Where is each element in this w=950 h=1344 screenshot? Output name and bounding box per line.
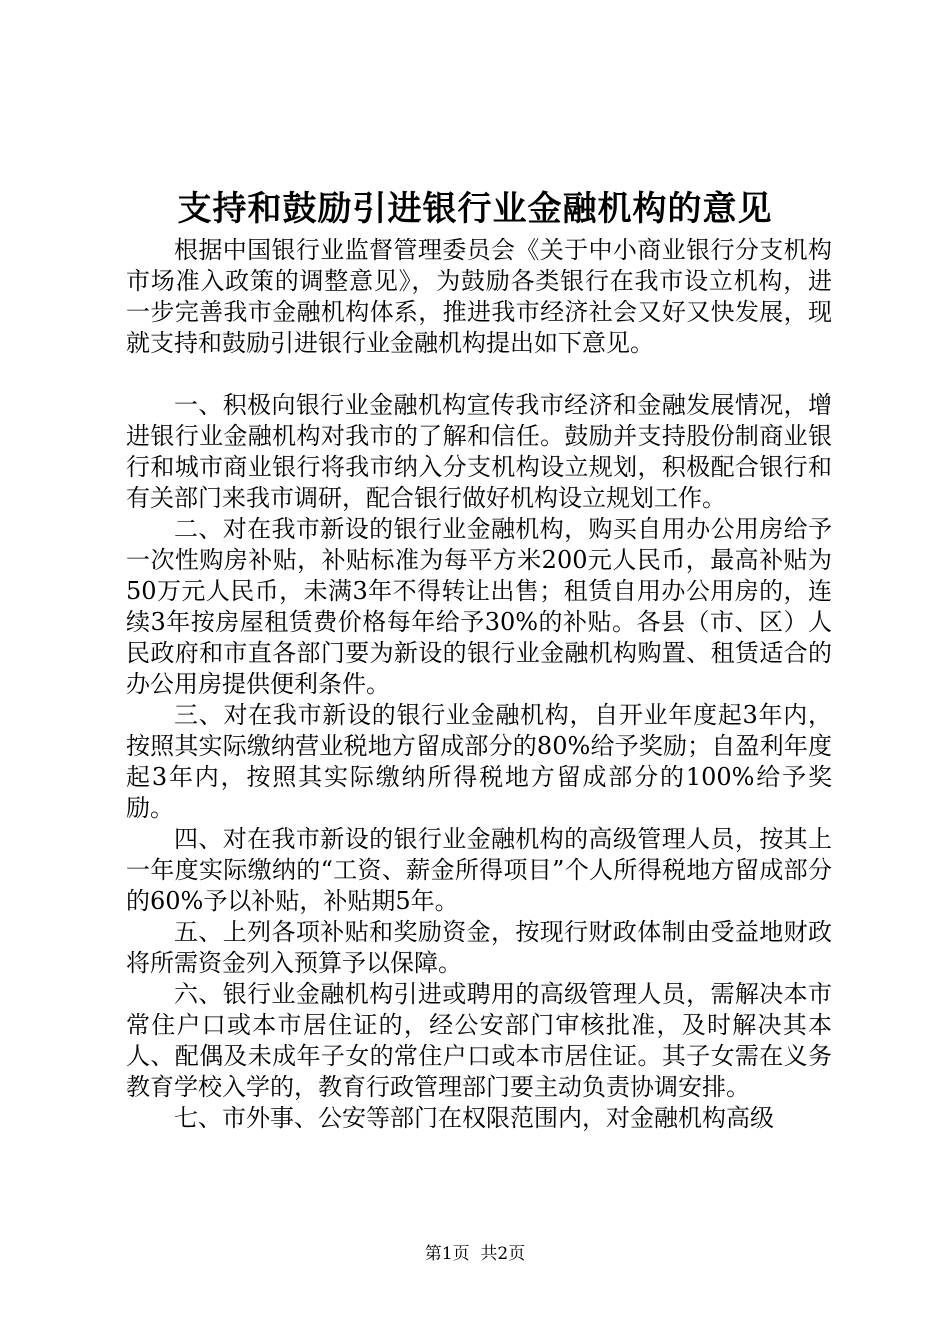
section-paragraph-4: 四、对在我市新设的银行业金融机构的高级管理人员，按其上一年度实际缴纳的“工资、薪金所得项目”个人所得税地方留成部分的60%予以补贴，补贴期5年。	[126, 825, 832, 915]
section-paragraph-3: 三、对在我市新设的银行业金融机构，自开业年度起3年内，按照其实际缴纳营业税地方留成部分的80%给予奖励；自盈利年度起3年内，按照其实际缴纳所得税地方留成部分的100%给予奖励。	[126, 701, 832, 822]
section-paragraph-2: 二、对在我市新设的银行业金融机构，购买自用办公用房给予一次性购房补贴，补贴标准为每平方米200元人民币，最高补贴为50万元人民币，未满3年不得转让出售；租赁自用办公用房的，连续3年按房屋租赁费价格每年给予30%的补贴。各县（市、区）人民政府和市直各部门要为新设的银行业金融机构购置、租赁适合的办公用房提供便利条件。	[126, 515, 832, 698]
section-paragraph-7: 七、市外事、公安等部门在权限范围内，对金融机构高级	[174, 1104, 774, 1132]
section-paragraph-1: 一、积极向银行业金融机构宣传我市经济和金融发展情况，增进银行业金融机构对我市的了解和信任。鼓励并支持股份制商业银行和城市商业银行将我市纳入分支机构设立规划，积极配合银行和有关部门来我市调研，配合银行做好机构设立规划工作。	[126, 391, 832, 512]
intro-paragraph: 根据中国银行业监督管理委员会《关于中小商业银行分支机构市场准入政策的调整意见》，为鼓励各类银行在我市设立机构，进一步完善我市金融机构体系，推进我市经济社会又好又快发展，现就支持和鼓励引进银行业金融机构提出如下意见。	[126, 236, 832, 357]
section-paragraph-5: 五、上列各项补贴和奖励资金，按现行财政体制由受益地财政将所需资金列入预算予以保障。	[126, 918, 832, 977]
document-title: 支持和鼓励引进银行业金融机构的意见	[177, 189, 773, 229]
page-number-label: 第1页 共2页	[424, 1244, 526, 1264]
document-body	[126, 235, 832, 1134]
section-paragraph-6: 六、银行业金融机构引进或聘用的高级管理人员，需解决本市常住户口或本市居住证的，经公安部门审核批准，及时解决其本人、配偶及未成年子女的常住户口或本市居住证。其子女需在义务教育学校入学的，教育行政管理部门要主动负责协调安排。	[126, 980, 832, 1101]
page-footer	[0, 1242, 950, 1266]
